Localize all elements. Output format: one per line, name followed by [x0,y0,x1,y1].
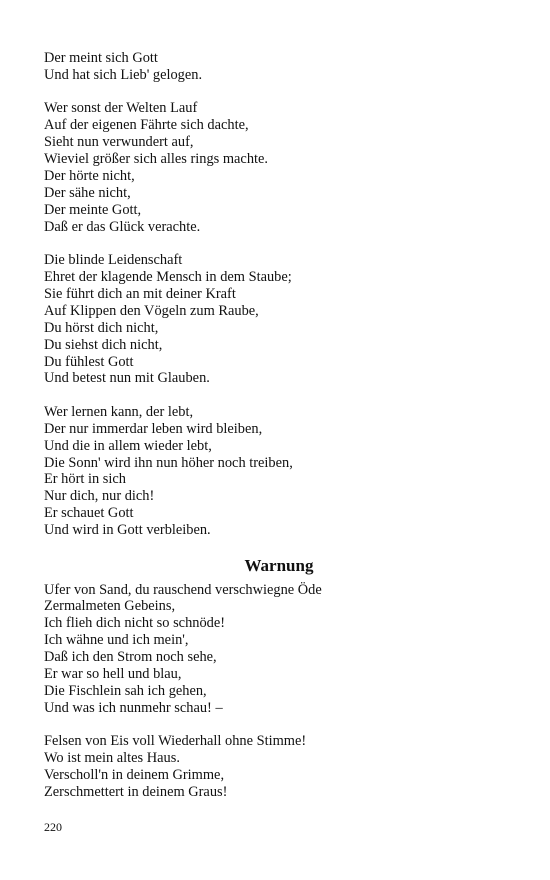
stanza [44,252,514,387]
verse-line: Der sähe nicht, [44,184,131,201]
verse-line: Wer sonst der Welten Lauf [44,100,198,117]
page-body [44,50,514,817]
verse-line: Wer lernen kann, der lebt, [44,403,194,420]
verse-line: Ufer von Sand, du rauschend verschwiegne Öde [44,581,322,598]
verse-line: Und betest nun mit Glauben. [44,370,210,387]
verse-line: Ehret der klagende Mensch in dem Staube; [44,268,292,285]
poem-continuation [44,50,514,539]
verse-line: Daß er das Glück verachte. [44,218,201,235]
verse-line: Der nur immerdar leben wird bleiben, [44,420,263,437]
verse-line: Ich wähne und ich mein', [44,632,189,649]
verse-line: Du hörst dich nicht, [44,319,159,336]
verse-line: Du siehst dich nicht, [44,336,163,353]
verse-line: Verscholl'n in deinem Grimme, [44,767,225,784]
poem-warnung [44,582,514,801]
verse-line: Der hörte nicht, [44,167,135,184]
verse-line: Wieviel größer sich alles rings machte. [44,151,268,168]
verse-line: Sie führt dich an mit deiner Kraft [44,285,236,302]
verse-line: Wo ist mein altes Haus. [44,750,180,767]
verse-line: Er war so hell und blau, [44,666,182,683]
verse-line: Die Sonn' wird ihn nun höher noch treiben, [44,454,293,471]
verse-line: Nur dich, nur dich! [44,488,155,505]
verse-line: Er hört in sich [44,471,126,488]
poem-title: Warnung [244,555,314,575]
stanza [44,404,514,539]
stanza [44,582,514,717]
verse-line: Du fühlest Gott [44,353,134,370]
verse-line: Zermalmeten Gebeins, [44,598,176,615]
verse-line: Die blinde Leidenschaft [44,252,183,269]
verse-line: Sieht nun verwundert auf, [44,134,194,151]
verse-line: Und hat sich Lieb' gelogen. [44,66,203,83]
stanza [44,50,514,84]
verse-line: Auf Klippen den Vögeln zum Raube, [44,302,259,319]
verse-line: Zerschmettert in deinem Graus! [44,784,228,801]
verse-line: Ich flieh dich nicht so schnöde! [44,615,226,632]
verse-line: Der meint sich Gott [44,50,158,66]
verse-line: Die Fischlein sah ich gehen, [44,683,207,699]
verse-line: Und was ich nunmehr schau! – [44,699,223,716]
page-number: 220 [44,820,62,834]
verse-line: Daß ich den Strom noch sehe, [44,649,217,666]
verse-line: Und die in allem wieder lebt, [44,437,212,454]
verse-line: Felsen von Eis voll Wiederhall ohne Stimme! [44,733,307,750]
verse-line: Er schauet Gott [44,505,134,522]
stanza [44,733,514,801]
verse-line: Auf der eigenen Fährte sich dachte, [44,117,249,134]
verse-line: Der meinte Gott, [44,201,142,218]
stanza [44,100,514,235]
verse-line: Und wird in Gott verbleiben. [44,522,211,539]
